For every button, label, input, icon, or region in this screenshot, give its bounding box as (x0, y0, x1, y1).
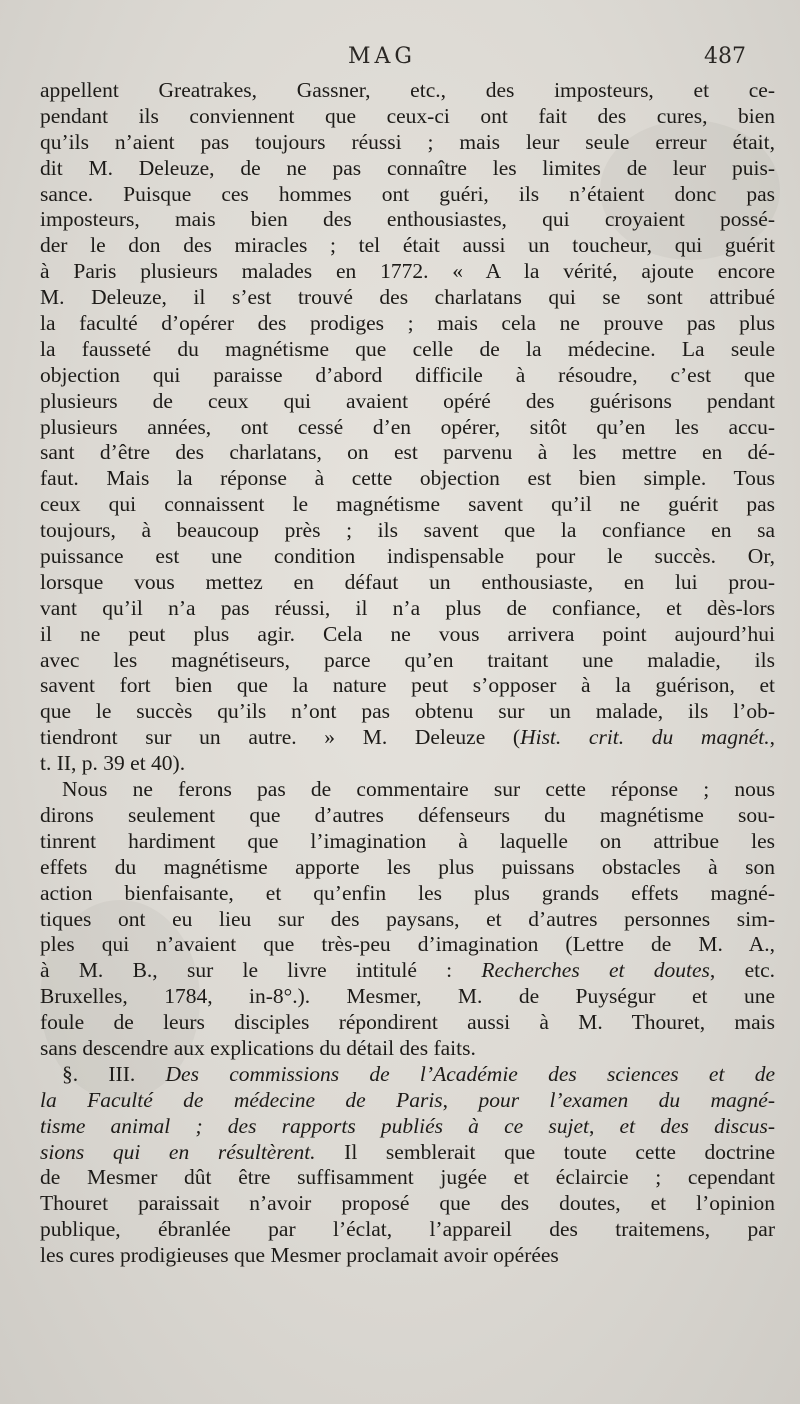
text-line: qu’ils n’aient pas toujours réussi ; mais leur seule erreur était, (40, 129, 775, 154)
text-line: ceux qui connaissent le magnétisme savent qu’il ne guérit pas (40, 492, 775, 517)
text-line: der le don des miracles ; tel était aussi un toucheur, qui guérit (40, 233, 775, 258)
text-line: tiendront sur un autre. » M. Deleuze (Hist. crit. du magnét., (40, 725, 775, 750)
text-line: vant qu’il n’a pas réussi, il n’a plus de confiance, et dès-lors (40, 595, 775, 620)
page-number: 487 (704, 44, 746, 69)
text-line: la faculté d’opérer des prodiges ; mais cela ne prouve pas plus (40, 311, 775, 336)
text-line: sance. Puisque ces hommes ont guéri, ils n’étaient donc pas (40, 181, 775, 206)
paragraph-deleuze-quote (40, 78, 775, 777)
text-line: puissance est une condition indispensable pour le succès. Or, (40, 544, 775, 569)
text-line: toujours, à beaucoup près ; ils savent que la confiance en sa (40, 518, 775, 543)
text-line: il ne peut plus agir. Cela ne vous arrivera point aujourd’hui (40, 621, 775, 646)
text-line: tinrent hardiment que l’imagination à laquelle on attribue les (40, 828, 775, 853)
text-line: faut. Mais la réponse à cette objection est bien simple. Tous (40, 466, 775, 491)
text-line: de Mesmer dût être suffisamment jugée et éclaircie ; cependant (40, 1165, 775, 1190)
text-line: lorsque vous mettez en défaut un enthousiaste, en lui prou- (40, 569, 775, 594)
text-line: §. III. Des commissions de l’Académie des sciences et de (62, 1061, 775, 1086)
text-line: avec les magnétiseurs, parce qu’en traitant une maladie, ils (40, 647, 775, 672)
text-line: Thouret paraissait n’avoir proposé que des doutes, et l’opinion (40, 1191, 775, 1216)
text-line: publique, ébranlée par l’éclat, l’appareil des traitemens, par (40, 1217, 775, 1242)
running-title: MAG (348, 44, 416, 69)
text-line: sions qui en résultèrent. Il semblerait que toute cette doctrine (40, 1139, 776, 1164)
running-head (0, 44, 800, 76)
text-line: effets du magnétisme apporte les plus puissans obstacles à son (40, 854, 775, 879)
text-line: la Faculté de médecine de Paris, pour l’examen du magné- (40, 1087, 775, 1112)
text-line: à Paris plusieurs malades en 1772. « A la vérité, ajoute encore (40, 259, 775, 284)
text-line: imposteurs, mais bien des enthousiastes, qui croyaient possé- (40, 207, 775, 232)
text-line: objection qui paraisse d’abord difficile à résoudre, c’est que (40, 362, 775, 387)
text-line: plusieurs de ceux qui avaient opéré des guérisons pendant (40, 388, 775, 413)
text-line: pendant ils conviennent que ceux-ci ont fait des cures, bien (40, 103, 775, 128)
text-line: appellent Greatrakes, Gassner, etc., des imposteurs, et ce- (40, 78, 775, 102)
text-line: la fausseté du magnétisme que celle de la médecine. La seule (40, 336, 775, 361)
body-text (40, 78, 775, 1269)
text-line: action bienfaisante, et qu’enfin les plus grands effets magné- (40, 880, 775, 905)
text-line: savent fort bien que la nature peut s’opposer à la guérison, et (40, 673, 775, 698)
text-line: dit M. Deleuze, de ne pas connaître les limites de leur puis- (40, 155, 775, 180)
paragraph-section-iii (40, 1062, 775, 1269)
text-line: à M. B., sur le livre intitulé : Recherches et doutes, etc. (40, 958, 776, 983)
text-line: M. Deleuze, il s’est trouvé des charlatans qui se sont attribué (40, 285, 775, 310)
text-line: Nous ne ferons pas de commentaire sur cette réponse ; nous (62, 777, 775, 802)
text-line: les cures prodigieuses que Mesmer proclamait avoir opérées (40, 1243, 559, 1268)
text-line: t. II, p. 39 et 40). (40, 751, 186, 776)
text-line: ples qui n’avaient que très-peu d’imagination (Lettre de M. A., (40, 932, 775, 957)
text-line: plusieurs années, ont cessé d’en opérer, sitôt qu’en les accu- (40, 414, 775, 439)
text-line: dirons seulement que d’autres défenseurs du magnétisme sou- (40, 802, 775, 827)
text-line: Bruxelles, 1784, in-8°.). Mesmer, M. de Puységur et une (40, 984, 775, 1009)
text-line: que le succès qu’ils n’ont pas obtenu sur un malade, ils l’ob- (40, 699, 775, 724)
text-line: sant d’être des charlatans, on est parvenu à les mettre en dé- (40, 440, 775, 465)
text-line: sans descendre aux explications du détail des faits. (40, 1035, 476, 1060)
text-line: foule de leurs disciples répondirent aussi à M. Thouret, mais (40, 1010, 775, 1035)
text-line: tisme animal ; des rapports publiés à ce sujet, et des discus- (40, 1113, 775, 1138)
paragraph-commentary (40, 777, 775, 1062)
text-line: tiques ont eu lieu sur des paysans, et d’autres personnes sim- (40, 906, 775, 931)
